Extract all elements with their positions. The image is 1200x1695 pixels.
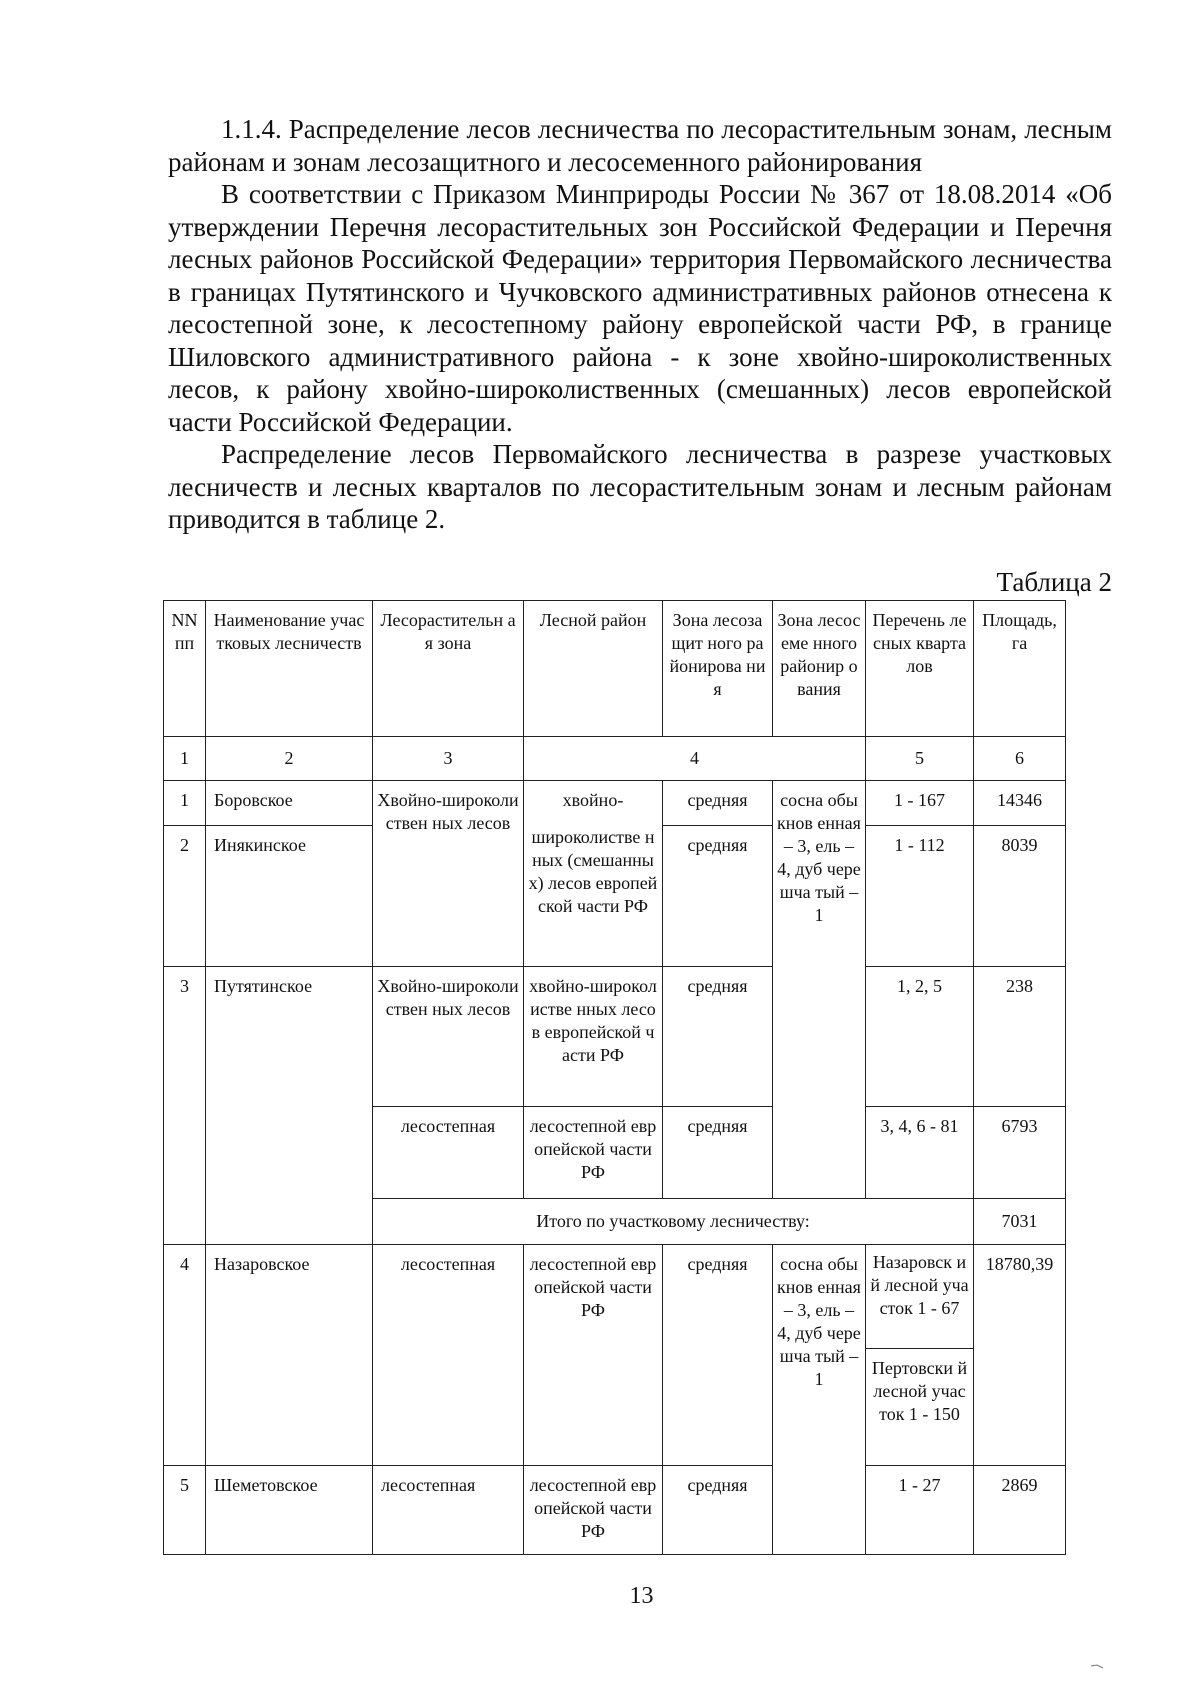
scan-speck-mark [1090,1664,1104,1670]
header-area: Площадь, га [974,601,1066,737]
forest-district: лесостепной европейской части РФ [524,1245,663,1466]
table-header-row [164,601,1066,737]
protection-zone: средняя [663,826,773,967]
row-number: 5 [164,1466,206,1555]
numbering-cell: 4 [524,737,866,781]
area: 2869 [974,1466,1066,1555]
protection-zone: средняя [663,781,773,826]
area: 14346 [974,781,1066,826]
quarters: 3, 4, 6 - 81 [866,1107,974,1199]
vegetation-zone: лесостепная [373,1107,524,1199]
vegetation-zone: Хвойно-широколиствен ных лесов [373,967,524,1107]
header-seed-zone: Зона лесосеме нного районир ования [773,601,866,737]
area: 18780,39 [974,1245,1066,1466]
seed-zone: сосна обыкнов енная – 3, ель – 4, дуб черешча тый – 1 [773,1245,866,1555]
table-caption: Таблица 2 [996,567,1112,597]
table-row [164,826,1066,967]
vegetation-zone: Хвойно-широколиствен ных лесов [373,781,524,967]
paragraph-2-text: Распределение лесов Первомайского лесничества в разрезе участковых лесничеств и лесных кварталов по лесорастительным зонам и лесным районам приводится в таблице 2. [168,439,1112,534]
numbering-cell: 1 [164,737,206,781]
forestry-name: Боровское [206,781,373,826]
section-heading-text: 1.1.4. Распределение лесов лесничества по лесорастительным зонам, лесным районам и зонам лесозащитного и лесосеменного районирования [168,114,1112,177]
protection-zone: средняя [663,1245,773,1466]
row-number: 3 [164,967,206,1245]
row-number: 1 [164,781,206,826]
vegetation-zone: лесостепная [373,1466,524,1555]
numbering-cell: 5 [866,737,974,781]
quarters: 1 - 167 [866,781,974,826]
forest-district: хвойно-широколистве нных лесов европейской части РФ [524,967,663,1107]
table-row [164,1245,1066,1349]
area: 8039 [974,826,1066,967]
table-row [164,781,1066,826]
forest-district: лесостепной европейской части РФ [524,1466,663,1555]
forest-district: лесостепной европейской части РФ [524,1107,663,1199]
header-quarters: Перечень лесных кварталов [866,601,974,737]
page-number: 13 [629,1583,654,1609]
forest-district: хвойно- [524,781,663,826]
forestry-name: Инякинское [206,826,373,967]
header-protection-zone: Зона лесозащит ного районирова ния [663,601,773,737]
vegetation-zone: лесостепная [373,1245,524,1466]
quarters: Пертовски й лесной участок 1 - 150 [866,1349,974,1466]
quarters: Назаровск ий лесной участок 1 - 67 [866,1245,974,1349]
paragraph-1-text: В соответствии с Приказом Минприроды России № 367 от 18.08.2014 «Об утверждении Перечня лесорастительных зон Российской Федерации и Перечня лесных районов Российской Федерации» территория Первомайского лесничества в границах Путятинского и Чучковского административных районов отнесена к лесостепной зоне, к лесостепному району европейской части РФ, в границе Шиловского административного района - к зоне хвойно-широколиственных лесов, к району хвойно-широколиственных (смешанных) лесов европейской части Российской Федерации. [168,179,1112,437]
section-heading [168,113,1112,178]
protection-zone: средняя [663,967,773,1107]
area: 238 [974,967,1066,1107]
seed-zone: сосна обыкнов енная – 3, ель – 4, дуб черешча тый – 1 [773,781,866,1199]
numbering-cell: 6 [974,737,1066,781]
area: 6793 [974,1107,1066,1199]
protection-zone: средняя [663,1466,773,1555]
quarters: 1 - 27 [866,1466,974,1555]
forestry-name: Назаровское [206,1245,373,1466]
header-district: Лесной район [524,601,663,737]
table-row [164,1466,1066,1555]
table-row [164,967,1066,1107]
protection-zone: средняя [663,1107,773,1199]
subtotal-label: Итого по участковому лесничеству: [373,1199,974,1245]
paragraph-1 [168,178,1112,438]
row-number: 2 [164,826,206,967]
forestry-name: Путятинское [206,967,373,1245]
numbering-cell: 3 [373,737,524,781]
table-numbering-row [164,737,1066,781]
header-zone: Лесорастительн ая зона [373,601,524,737]
paragraph-2 [168,438,1112,536]
header-name: Наименование участковых лесничеств [206,601,373,737]
numbering-cell: 2 [206,737,373,781]
quarters: 1 - 112 [866,826,974,967]
forest-distribution-table [163,600,1066,1555]
row-number: 4 [164,1245,206,1466]
quarters: 1, 2, 5 [866,967,974,1107]
subtotal-area: 7031 [974,1199,1066,1245]
header-nn: NN пп [164,601,206,737]
forestry-name: Шеметовское [206,1466,373,1555]
forest-district: широколистве нных (смешанных) лесов европейской части РФ [524,826,663,967]
